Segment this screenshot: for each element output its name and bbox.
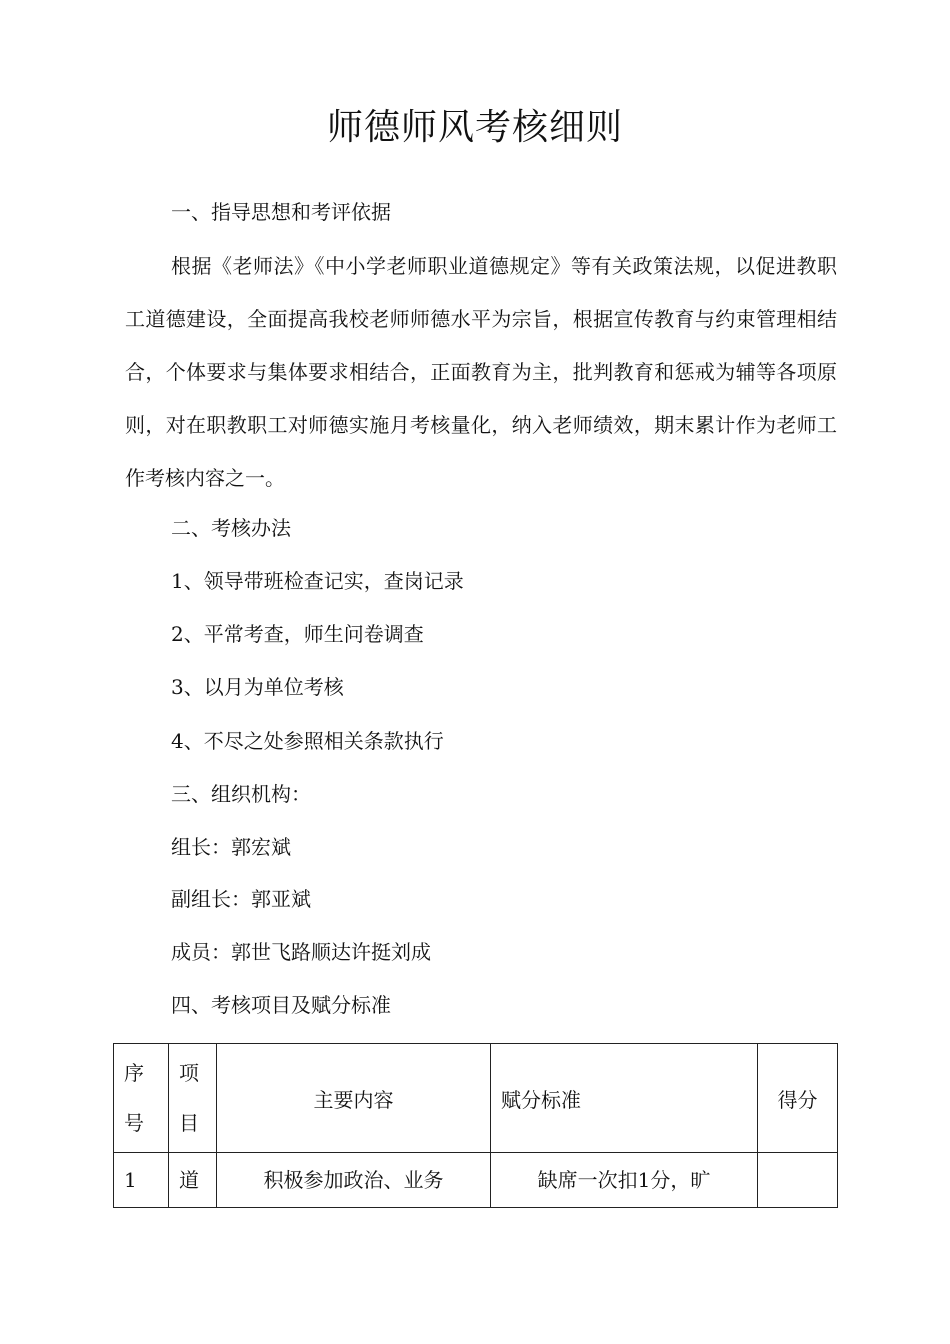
header-content: 主要内容 bbox=[217, 1044, 491, 1153]
header-item-line2: 目 bbox=[179, 1111, 199, 1135]
section-heading-items: 四、考核项目及赋分标准 bbox=[171, 993, 391, 1017]
row-score bbox=[758, 1153, 838, 1208]
method-item-2: 2、平常考查，师生问卷调查 bbox=[171, 622, 424, 646]
org-deputy: 副组长：郭亚斌 bbox=[171, 887, 311, 911]
document-title: 师德师风考核细则 bbox=[326, 107, 623, 148]
row-standard: 缺席一次扣1分，旷 bbox=[491, 1153, 758, 1208]
section-heading-guiding-ideas: 一、指导思想和考评依据 bbox=[171, 200, 391, 224]
method-item-3: 3、以月为单位考核 bbox=[171, 675, 344, 699]
header-seq bbox=[114, 1044, 169, 1153]
row-content: 积极参加政治、业务 bbox=[217, 1153, 491, 1208]
header-standard: 赋分标准 bbox=[491, 1044, 758, 1153]
header-seq-line1: 序 bbox=[124, 1061, 144, 1085]
header-item-line1: 项 bbox=[179, 1061, 199, 1085]
method-item-1: 1、领导带班检查记实，查岗记录 bbox=[171, 569, 464, 593]
section-paragraph-basis: 根据《老师法》《中小学老师职业道德规定》等有关政策法规，以促进教职工道德建设，全面提高我校老师师德水平为宗旨，根据宣传教育与约束管理相结合，个体要求与集体要求相结合，正面教育为主，批判教育和惩戒为辅等各项原则，对在职教职工对师德实施月考核量化，纳入老师绩效，期末累计作为老师工作考核内容之一。 bbox=[125, 254, 837, 490]
row-item: 道 bbox=[169, 1153, 217, 1208]
header-score: 得分 bbox=[758, 1044, 838, 1153]
method-item-4: 4、不尽之处参照相关条款执行 bbox=[171, 729, 444, 753]
table-row bbox=[114, 1153, 838, 1208]
section-heading-organization: 三、组织机构： bbox=[171, 782, 311, 806]
header-item bbox=[169, 1044, 217, 1153]
header-seq-line2: 号 bbox=[124, 1111, 144, 1135]
assessment-table bbox=[113, 1043, 838, 1208]
table-header-row bbox=[114, 1044, 838, 1153]
row-seq: 1 bbox=[114, 1153, 169, 1208]
section-heading-method: 二、考核办法 bbox=[171, 516, 291, 540]
org-members: 成员：郭世飞路顺达许挺刘成 bbox=[171, 940, 431, 964]
org-leader: 组长：郭宏斌 bbox=[171, 835, 291, 859]
